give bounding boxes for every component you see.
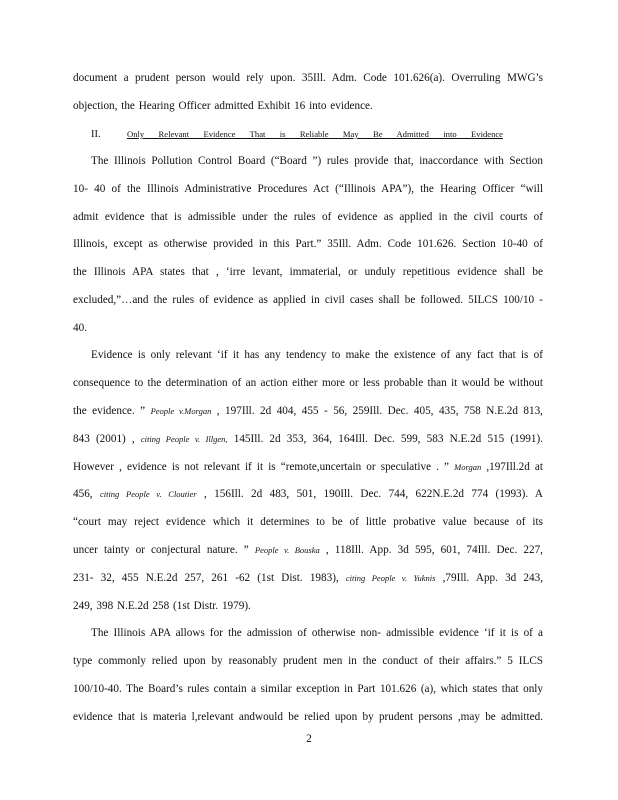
body-line-14 — [73, 460, 543, 474]
body-line-9: 40. — [73, 322, 87, 334]
body-line-3: The Illinois Pollution Control Board (“Board ”) rules provide that, inaccordance with Section — [91, 155, 543, 167]
case-citation: citing People v. Cloutier — [99, 489, 197, 499]
body-line-19: 249, 398 N.E.2d 258 (1st Distr. 1979). — [73, 600, 251, 612]
body-line-16: “court may reject evidence which it determines to be of little probative value because of its — [73, 516, 543, 528]
body-line-5: admit evidence that is admissible under the rules of evidence as applied in the civil courts of — [73, 211, 543, 223]
text-segment: uncer tainty or conjectural nature. ” — [73, 544, 249, 556]
text-segment: ,197Ill.2d at — [486, 461, 543, 473]
body-line-21: type commonly relied upon by reasonably prudent men in the conduct of their affairs.” 5 ILCS — [73, 655, 543, 667]
body-line-11: consequence to the determination of an action either more or less probable than it would be without — [73, 377, 543, 389]
page-number: 2 — [306, 733, 312, 745]
case-citation: citing People v. Illgen, — [140, 434, 228, 444]
text-segment: , 197Ill. 2d 404, 455 - 56, 259Ill. Dec. 405, 435, 758 N.E.2d 813, — [216, 405, 543, 417]
text-segment: 843 (2001) , — [73, 433, 135, 445]
text-segment: However , evidence is not relevant if it is “remote,uncertain or speculative . ” — [73, 461, 450, 473]
body-line-10: Evidence is only relevant ‘if it has any tendency to make the existence of any fact that is of — [91, 349, 543, 361]
body-line-1: document a prudent person would rely upon. 35Ill. Adm. Code 101.626(a). Overruling MWG’s — [73, 72, 543, 84]
text-segment: 456, — [73, 488, 93, 500]
body-line-12 — [73, 404, 543, 418]
section-number: II. — [91, 129, 101, 140]
case-citation: People v. Bouska — [254, 545, 320, 555]
text-segment: the evidence. ” — [73, 405, 146, 417]
body-line-22: 100/10-40. The Board’s rules contain a similar exception in Part 101.626 (a), which states that only — [73, 683, 543, 695]
body-line-7: the Illinois APA states that , ‘irre levant, immaterial, or unduly repetitious evidence shall be — [73, 266, 543, 278]
text-segment: , 118Ill. App. 3d 595, 601, 74Ill. Dec. 227, — [325, 544, 543, 556]
text-segment: ,79Ill. App. 3d 243, — [442, 572, 543, 584]
body-line-23: evidence that is materia l,relevant andwould be relied upon by prudent persons ,may be admitted. — [73, 711, 543, 723]
body-line-2: objection, the Hearing Officer admitted Exhibit 16 into evidence. — [73, 100, 373, 112]
section-title: Only Relevant Evidence That is Reliable May Be Admitted into Evidence — [127, 129, 503, 139]
body-line-8: excluded,”…and the rules of evidence as applied in civil cases shall be followed. 5ILCS 100/10 - — [73, 294, 543, 306]
body-line-20: The Illinois APA allows for the admission of otherwise non- admissible evidence ‘if it is of a — [91, 627, 543, 639]
case-citation: citing People v. Yuknis — [345, 573, 436, 583]
body-line-15 — [73, 487, 543, 501]
body-line-4: 10- 40 of the Illinois Administrative Procedures Act (“Illinois APA”), the Hearing Officer “will — [73, 183, 543, 195]
text-segment: 231- 32, 455 N.E.2d 257, 261 -62 (1st Dist. 1983), — [73, 572, 339, 584]
body-line-17 — [73, 543, 543, 557]
body-line-6: Illinois, except as otherwise provided in this Part.” 35Ill. Adm. Code 101.626. Section 10-40 of — [73, 238, 543, 250]
body-line-18 — [73, 571, 543, 585]
text-segment: 145Ill. 2d 353, 364, 164Ill. Dec. 599, 583 N.E.2d 515 (1991). — [233, 433, 544, 445]
section-heading — [91, 128, 503, 141]
case-citation: Morgan — [454, 462, 482, 472]
case-citation: People v.Morgan — [150, 406, 212, 416]
body-line-13 — [73, 432, 543, 446]
text-segment: , 156Ill. 2d 483, 501, 190Ill. Dec. 744, 622N.E.2d 774 (1993). A — [204, 488, 543, 500]
